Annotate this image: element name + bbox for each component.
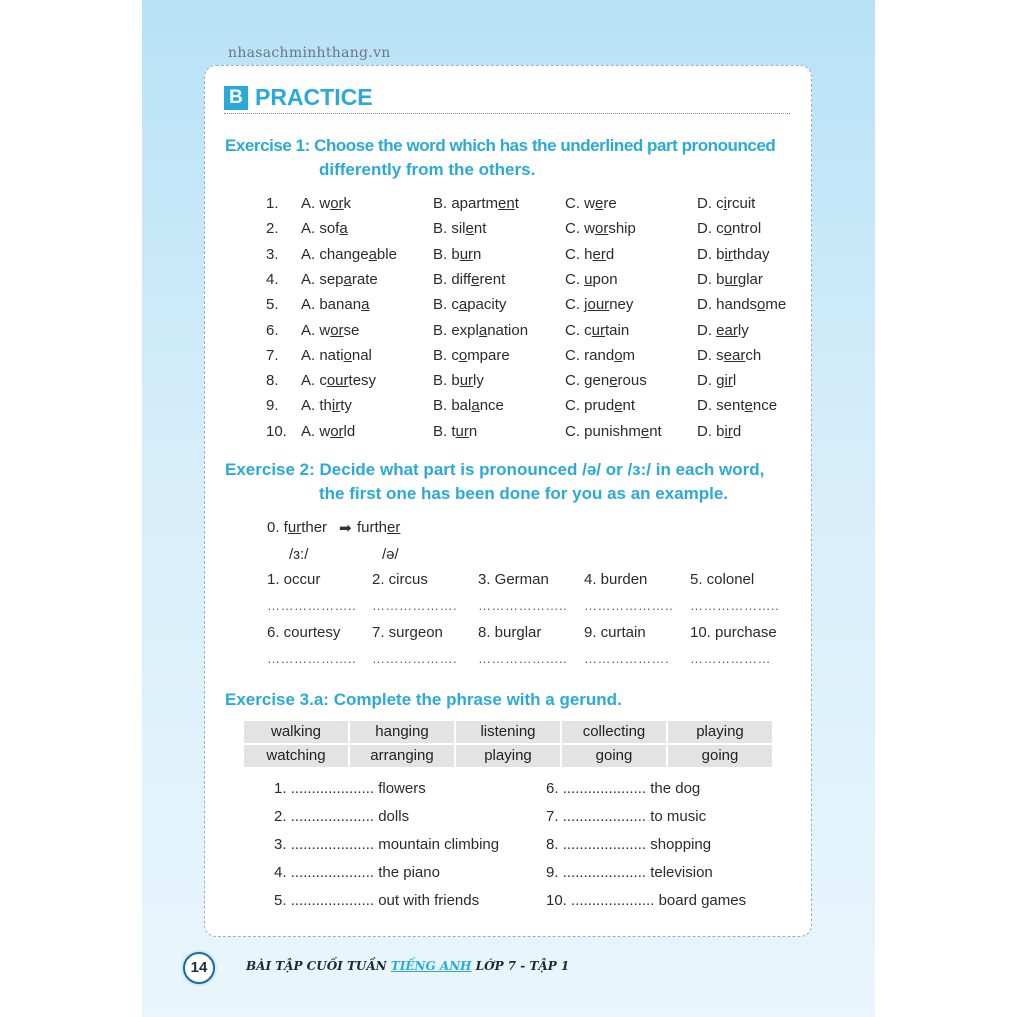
ex1-item-number: 1. xyxy=(266,195,279,212)
ex1-option-d: D. circuit xyxy=(697,195,756,212)
ex1-option-b: B. burly xyxy=(433,372,484,390)
ex1-option-c: C. were xyxy=(565,195,617,212)
ex1-option-d: D. burglar xyxy=(697,270,763,288)
ex1-option-c: C. upon xyxy=(565,270,618,288)
exercise3-title: Exercise 3.a: Complete the phrase with a gerund. xyxy=(225,690,622,709)
word-box: playing xyxy=(668,721,772,743)
ex1-option-d: D. sentence xyxy=(697,397,778,415)
word-box: walking xyxy=(244,721,348,743)
example-word-1: 0. further xyxy=(267,519,328,536)
ex1-item-number: 10. xyxy=(266,422,287,440)
gerund-item: 2. .................... dolls xyxy=(274,808,410,825)
footer-title: BÀI TẬP CUỐI TUẦN TIẾNG ANH LỚP 7 - TẬP 1 xyxy=(246,959,570,973)
ex1-option-d: D. early xyxy=(697,321,749,339)
gerund-item: 6. .................... the dog xyxy=(546,780,701,797)
ex2-word: 1. occur xyxy=(267,571,321,588)
ex1-option-c: C. punishment xyxy=(565,422,662,440)
word-box: going xyxy=(562,745,666,767)
gerund-item: 8. .................... shopping xyxy=(546,836,712,853)
ex1-item-number: 8. xyxy=(266,372,279,390)
ex1-option-c: C. generous xyxy=(565,372,647,390)
ex1-option-b: B. explanation xyxy=(433,321,529,339)
word-box: listening xyxy=(456,721,560,743)
ex2-word: 7. surgeon xyxy=(372,624,443,641)
gerund-item: 5. .................... out with friends xyxy=(274,892,480,909)
arrow-right-icon: ➡ xyxy=(339,520,352,537)
answer-blank[interactable]: .................... xyxy=(290,892,375,909)
answer-blank[interactable]: .................... xyxy=(562,808,647,825)
word-box: watching xyxy=(244,745,348,767)
ex1-item-number: 2. xyxy=(266,220,279,238)
answer-blank[interactable]: ………………. xyxy=(372,598,458,613)
word-box: going xyxy=(668,745,772,767)
answer-blank[interactable]: ……………… xyxy=(690,651,771,666)
gerund-item: 4. .................... the piano xyxy=(274,864,440,881)
watermark: nhasachminhthang.vn xyxy=(228,45,391,61)
word-box: arranging xyxy=(350,745,454,767)
ex1-option-d: D. search xyxy=(697,346,762,364)
ex1-item-number: 3. xyxy=(266,245,279,263)
ex1-option-b: B. capacity xyxy=(433,296,507,314)
exercise2-title-line2: the first one has been done for you as an example. xyxy=(319,484,729,503)
ex1-option-a: A. work xyxy=(301,195,352,212)
word-box: collecting xyxy=(562,721,666,743)
ex1-option-c: C. curtain xyxy=(565,321,630,339)
answer-blank[interactable]: ………………. xyxy=(584,651,670,666)
ex1-item-number: 4. xyxy=(266,270,279,288)
exercise1-title: Exercise 1: Choose the word which has the underlined part pronounced xyxy=(225,136,776,155)
ex1-option-b: B. different xyxy=(433,270,506,288)
answer-blank[interactable]: ……………….. xyxy=(478,598,568,613)
gerund-item: 9. .................... television xyxy=(546,864,713,881)
answer-blank[interactable]: .................... xyxy=(571,892,655,909)
example-word-2: further xyxy=(357,519,401,536)
page-number: 14 xyxy=(183,952,215,984)
ex1-option-c: C. random xyxy=(565,346,636,364)
ex1-option-b: B. apartment xyxy=(433,195,519,212)
ex1-option-d: D. girl xyxy=(697,372,737,390)
ex1-option-a: A. changeable xyxy=(301,245,397,263)
section-divider xyxy=(224,113,790,114)
answer-blank[interactable]: ……………….. xyxy=(267,651,357,666)
ex1-option-a: A. courtesy xyxy=(301,372,377,390)
ex1-option-a: A. sofa xyxy=(301,220,348,238)
example-ipa-2: /ə/ xyxy=(382,546,399,563)
ex1-option-c: C. worship xyxy=(565,220,636,238)
ex1-item-number: 7. xyxy=(266,346,279,364)
ex1-option-d: D. bird xyxy=(697,422,742,440)
answer-blank[interactable]: .................... xyxy=(290,836,375,853)
ex2-word: 9. curtain xyxy=(584,624,646,641)
ex1-option-b: B. balance xyxy=(433,397,504,415)
word-box: hanging xyxy=(350,721,454,743)
ex1-option-d: D. birthday xyxy=(697,245,770,263)
ex2-word: 6. courtesy xyxy=(267,624,341,641)
gerund-item: 10. .................... board games xyxy=(546,892,747,909)
answer-blank[interactable]: ……………….. xyxy=(267,598,357,613)
gerund-item: 3. .................... mountain climbing xyxy=(274,836,500,853)
answer-blank[interactable]: ……………….. xyxy=(478,651,568,666)
ex1-option-b: B. compare xyxy=(433,346,510,364)
answer-blank[interactable]: .................... xyxy=(562,836,647,853)
ex1-option-d: D. control xyxy=(697,220,762,238)
example-ipa-1: /ɜ:/ xyxy=(289,546,309,563)
answer-blank[interactable]: ……………….. xyxy=(690,598,780,613)
ex2-word: 5. colonel xyxy=(690,571,755,588)
answer-blank[interactable]: ……………….. xyxy=(584,598,674,613)
section-title: PRACTICE xyxy=(255,84,373,110)
ex2-word: 2. circus xyxy=(372,571,428,588)
ex2-word: 8. burglar xyxy=(478,624,542,641)
ex1-item-number: 6. xyxy=(266,321,279,339)
ex2-word: 3. German xyxy=(478,571,549,588)
answer-blank[interactable]: ………………. xyxy=(372,651,458,666)
ex1-option-d: D. handsome xyxy=(697,296,787,314)
gerund-item: 1. .................... flowers xyxy=(274,780,426,797)
exercise1-title-line2: differently from the others. xyxy=(319,160,536,179)
section-badge: B xyxy=(224,86,248,110)
ex1-option-b: B. turn xyxy=(433,422,478,440)
ex1-option-a: A. worse xyxy=(301,321,360,339)
ex1-option-a: A. national xyxy=(301,346,372,364)
ex2-word: 4. burden xyxy=(584,571,648,588)
ex1-item-number: 5. xyxy=(266,296,279,314)
answer-blank[interactable]: .................... xyxy=(562,780,647,797)
answer-blank[interactable]: .................... xyxy=(290,780,375,797)
exercise2-title: Exercise 2: Decide what part is pronounced /ə/ or /ɜ:/ in each word, xyxy=(225,460,765,479)
answer-blank[interactable]: .................... xyxy=(290,808,375,825)
ex2-word: 10. purchase xyxy=(690,624,777,641)
gerund-item: 7. .................... to music xyxy=(546,808,707,825)
ex1-item-number: 9. xyxy=(266,397,279,415)
ex1-option-a: A. separate xyxy=(301,270,378,288)
ex1-option-c: C. prudent xyxy=(565,397,636,415)
word-box: playing xyxy=(456,745,560,767)
ex1-option-a: A. world xyxy=(301,422,356,440)
ex1-option-b: B. silent xyxy=(433,220,487,238)
answer-blank[interactable]: .................... xyxy=(562,864,647,881)
ex1-option-c: C. herd xyxy=(565,245,615,263)
answer-blank[interactable]: .................... xyxy=(290,864,375,881)
ex1-option-a: A. banana xyxy=(301,296,370,314)
ex1-option-c: C. journey xyxy=(565,296,634,314)
ex1-option-b: B. burn xyxy=(433,245,482,263)
ex1-option-a: A. thirty xyxy=(301,397,352,415)
